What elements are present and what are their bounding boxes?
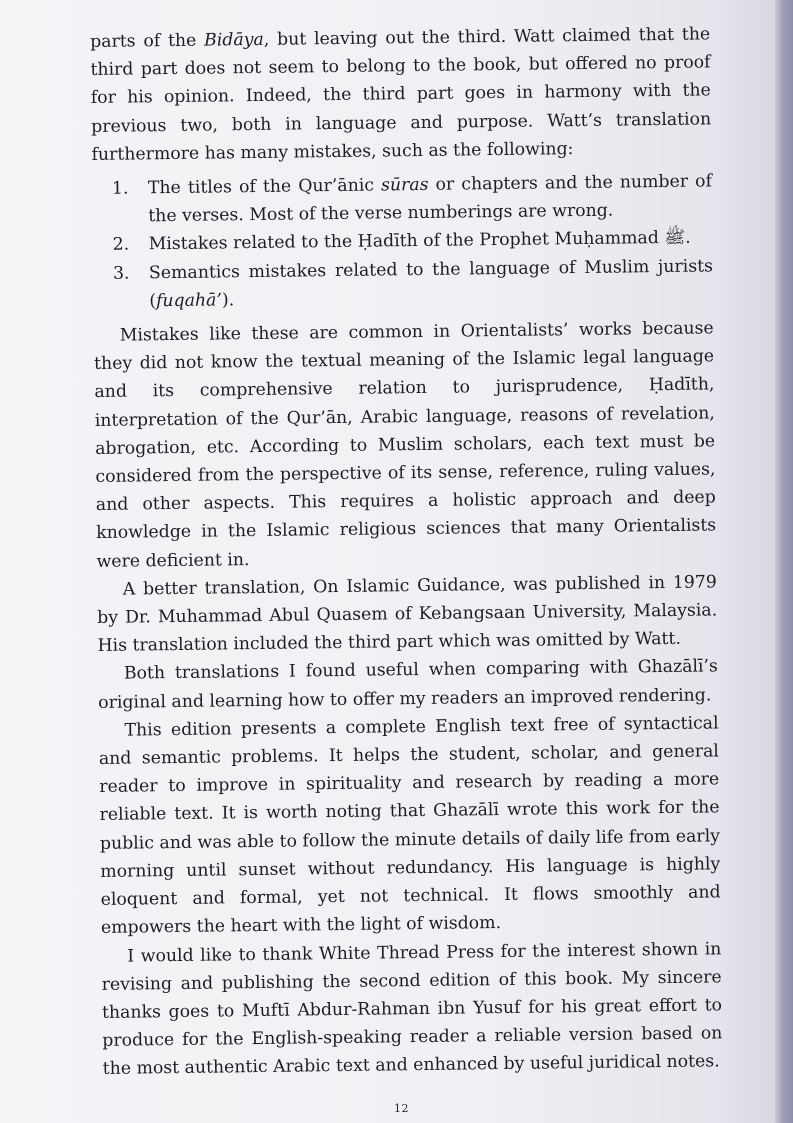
paragraph-better-translation: A better translation, On Islamic Guidance, was published in 1979 by Dr. Muhammad Abul Quasem of Kebangsaan University, Malaysia. His translation included the third part which was omitted by Watt. — [97, 572, 718, 657]
page-number: 12 — [394, 1102, 409, 1115]
list-item: 2. Mistakes related to the Ḥadīth of the Prophet Muḥammad ﷺ. — [92, 224, 712, 260]
page-body — [90, 20, 723, 1083]
page-edge-shadow — [775, 0, 793, 1123]
mistakes-list — [92, 167, 714, 316]
paragraph-both-translations: Both translations I found useful when comparing with Ghazālī’s original and learning how to offer my readers an improved rendering. — [98, 656, 718, 713]
list-item: 1. The titles of the Qur’ānic sūras or chapters and the number of the verses. Most of the verse numberings are wrong. — [111, 171, 713, 227]
paragraph-orientalists: Mistakes like these are common in Orientalists’ works because they did not know the textual meaning of the Islamic legal language and its comprehensive relation to jurisprudence, Ḥadīth, interpretation of the Qur’ān, Arabic language, reasons of revelation, abrogation, etc. According to Muslim scholars, each text must be considered from the perspective of its sense, reference, ruling values, and other aspects. This requires a holistic approach and deep knowledge in the Islamic religious sciences that many Orientalists were deficient in. — [93, 318, 717, 572]
paragraph-this-edition: This edition presents a complete English text free of syntactical and semantic problems. It helps the student, scholar, and general reader to improve in spirituality and research by reading a more reliable text. It is worth noting that Ghazālī wrote this work for the public and was able to follow the minute details of daily life from early morning until sunset without redundancy. His language is highly eloquent and formal, yet not technical. It flows smoothly and empowers the heart with the light of wisdom. — [98, 713, 721, 939]
list-item-number: 3. — [112, 263, 130, 284]
list-item: 3. Semantics mistakes related to the language of Muslim jurists (fuqahā’). — [112, 256, 714, 312]
list-item-number: 1. — [111, 178, 129, 199]
paragraph-acknowledgements: I would like to thank White Thread Press for the interest shown in revising and publishing the second edition of this book. My sincere thanks goes to Muftī Abdur-Rahman ibn Yusuf for his great effort to produce for the English-speaking reader a reliable version based on the most authentic Arabic text and enhanced by useful juridical notes. — [101, 938, 723, 1080]
paragraph-watt-claim: parts of the Bidāya, but leaving out the third. Watt claimed that the third part does not seem to belong to the book, but offered no proof for his opinion. Indeed, the third part goes in harmony with the previous two, both in language and purpose. Watt’s translation furthermore has many mistakes, such as the following: — [90, 24, 712, 165]
list-item-number: 2. — [112, 234, 130, 256]
